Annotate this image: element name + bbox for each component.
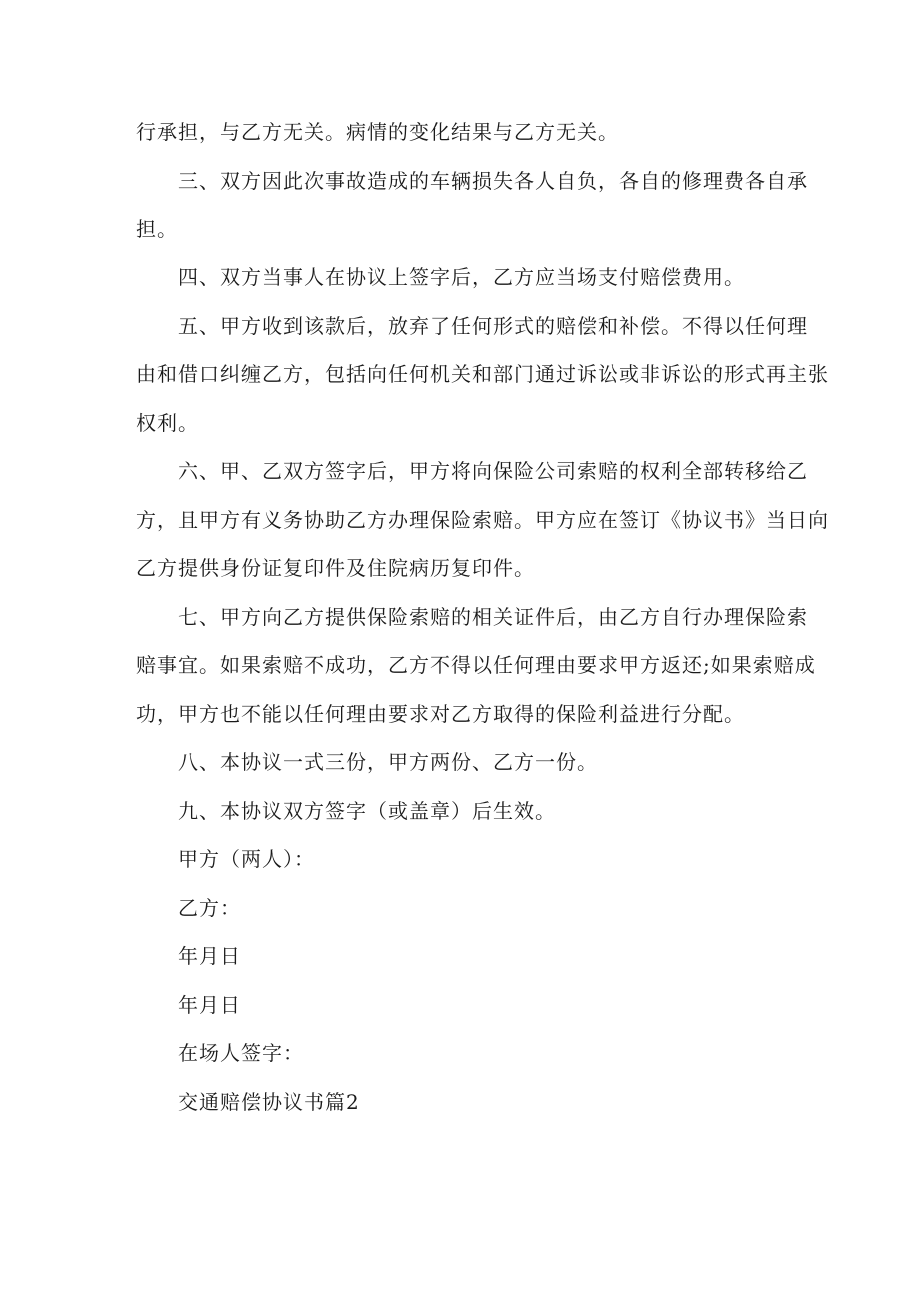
date-line: 年月日 [178,944,241,968]
paragraph-line: 五、甲方收到该款后，放弃了任何形式的赔偿和补偿。不得以任何理 [178,314,808,338]
date-line: 年月日 [178,993,241,1017]
paragraph-line: 由和借口纠缠乙方，包括向任何机关和部门通过诉讼或非诉讼的形式再主张 [136,362,829,386]
paragraph-line: 功，甲方也不能以任何理由要求对乙方取得的保险利益进行分配。 [136,702,745,726]
paragraph-line: 六、甲、乙双方签字后，甲方将向保险公司索赔的权利全部转移给乙 [178,459,808,483]
paragraph-line: 八、本协议一式三份，甲方两份、乙方一份。 [178,750,598,774]
paragraph-line: 赔事宜。如果索赔不成功，乙方不得以任何理由要求甲方返还;如果索赔成 [136,653,816,677]
section-heading: 交通赔偿协议书篇2 [178,1090,360,1114]
paragraph-line: 方，且甲方有义务协助乙方办理保险索赔。甲方应在签订《协议书》当日向 [136,508,829,532]
paragraph-line: 七、甲方向乙方提供保险索赔的相关证件后，由乙方自行办理保险索 [178,605,808,629]
witness-signature-line: 在场人签字： [178,1041,304,1065]
paragraph-line: 三、双方因此次事故造成的车辆损失各人自负，各自的修理费各自承 [178,169,808,193]
paragraph-line: 四、双方当事人在协议上签字后，乙方应当场支付赔偿费用。 [178,265,745,289]
paragraph-line: 九、本协议双方签字（或盖章）后生效。 [178,799,556,823]
paragraph-line: 权利。 [136,411,199,435]
paragraph-line: 乙方提供身份证复印件及住院病历复印件。 [136,556,535,580]
paragraph-line: 行承担，与乙方无关。病情的变化结果与乙方无关。 [136,120,619,144]
party-b-signature-line: 乙方： [178,896,241,920]
paragraph-line: 担。 [136,217,178,241]
party-a-signature-line: 甲方（两人）： [178,847,315,871]
